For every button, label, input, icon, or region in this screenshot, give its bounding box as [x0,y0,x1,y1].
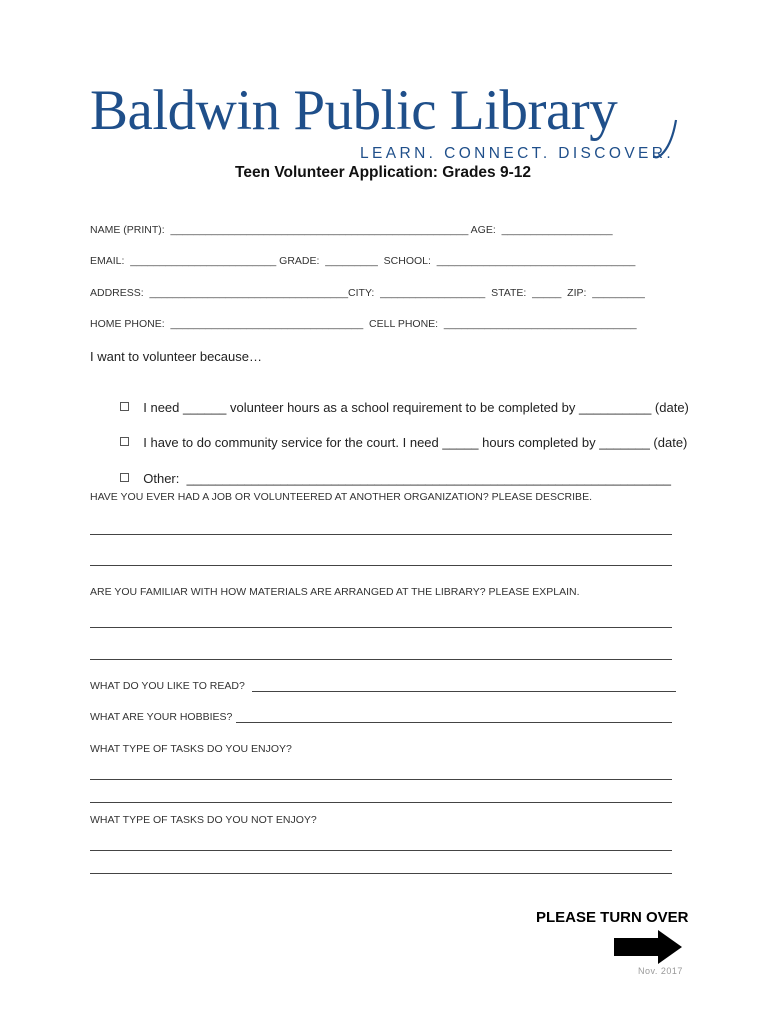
answer-line[interactable] [90,659,672,660]
address-field[interactable]: ADDRESS: __________________________________CITY: __________________ STATE: _____ ZIP: _________ [90,287,645,299]
form-title: Teen Volunteer Application: Grades 9-12 [235,164,531,181]
name-age-field[interactable]: NAME (PRINT): ___________________________________________________ AGE: ___________________ [90,224,613,236]
library-logo: Baldwin Public Library [90,79,618,142]
answer-line[interactable] [90,779,672,780]
question-hobbies: WHAT ARE YOUR HOBBIES? [90,711,233,723]
email-grade-school-field[interactable]: EMAIL: _________________________ GRADE: _________ SCHOOL: __________________________________ [90,255,636,267]
right-arrow-icon [612,929,684,965]
question-not-enjoy: WHAT TYPE OF TASKS DO YOU NOT ENJOY? [90,814,317,826]
question-read: WHAT DO YOU LIKE TO READ? [90,680,245,692]
option-label: Other: ___________________________________________________________________ [143,471,671,486]
answer-line[interactable] [90,850,672,851]
question-enjoy: WHAT TYPE OF TASKS DO YOU ENJOY? [90,743,292,755]
option-school-requirement[interactable] [113,385,689,415]
option-other[interactable] [113,456,671,486]
checkbox[interactable] [120,473,129,482]
option-label: I have to do community service for the court. I need _____ hours completed by _______ (date) [143,435,688,450]
library-tagline: LEARN. CONNECT. DISCOVER. [360,145,675,162]
volunteer-lead: I want to volunteer because… [90,349,262,364]
answer-line[interactable] [90,627,672,628]
turn-over-label: PLEASE TURN OVER [536,909,689,926]
phone-field[interactable]: HOME PHONE: _________________________________ CELL PHONE: _________________________________ [90,318,637,330]
option-label: I need ______ volunteer hours as a school requirement to be completed by __________ (date) [143,400,689,415]
answer-line[interactable] [90,534,672,535]
checkbox[interactable] [120,402,129,411]
answer-line[interactable] [90,873,672,874]
answer-line[interactable] [90,802,672,803]
answer-line[interactable] [252,691,676,692]
option-community-service[interactable] [113,420,687,450]
checkbox[interactable] [120,437,129,446]
question-materials: ARE YOU FAMILIAR WITH HOW MATERIALS ARE ARRANGED AT THE LIBRARY? PLEASE EXPLAIN. [90,586,580,598]
answer-line[interactable] [236,722,672,723]
revision-date: Nov. 2017 [638,966,683,976]
question-job: HAVE YOU EVER HAD A JOB OR VOLUNTEERED AT ANOTHER ORGANIZATION? PLEASE DESCRIBE. [90,491,592,503]
answer-line[interactable] [90,565,672,566]
